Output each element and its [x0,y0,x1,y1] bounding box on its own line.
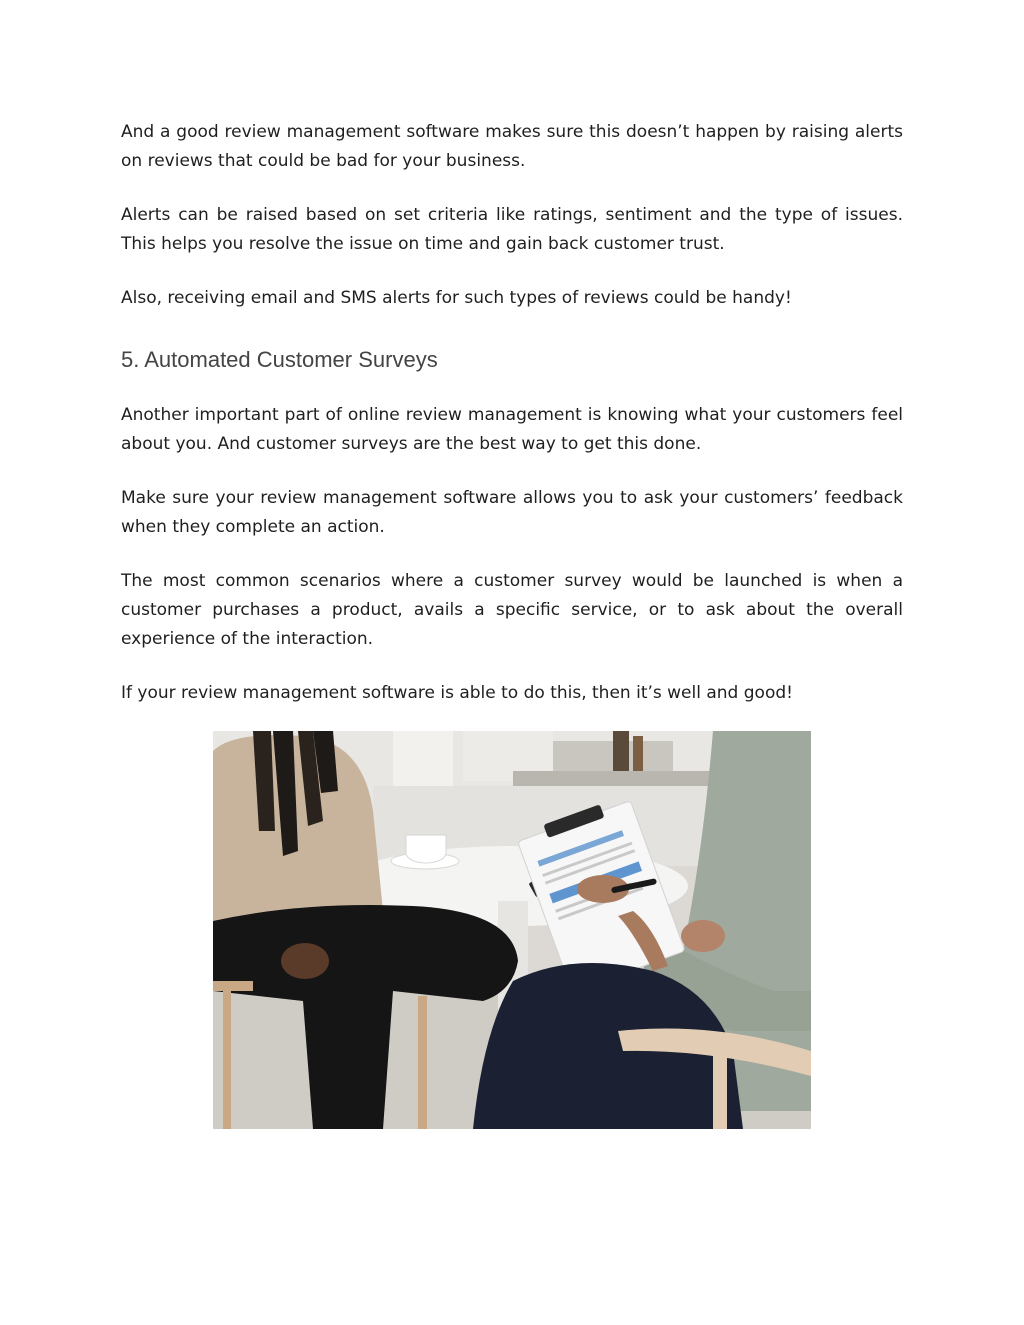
section-heading: 5. Automated Customer Surveys [121,347,438,372]
survey-interview-photo [213,731,811,1129]
paragraph-alerts-intro: And a good review management software makes sure this doesn’t happen by raising alerts on reviews that could be bad for your business. [121,122,903,171]
paragraph-feedback-action: Make sure your review management software allows you to ask your customers’ feedback when they complete an action. [121,488,903,537]
paragraph-survey-scenarios: The most common scenarios where a customer survey would be launched is when a customer purchases a product, avails a specific service, or to ask about the overall experience of the interaction. [121,571,903,649]
paragraph-conclusion: If your review management software is able to do this, then it’s well and good! [121,683,793,703]
paragraph-alert-criteria: Alerts can be raised based on set criteria like ratings, sentiment and the type of issues. This helps you resolve the issue on time and gain back customer trust. [121,205,903,254]
paragraph-surveys-intro: Another important part of online review management is knowing what your customers feel about you. And customer surveys are the best way to get this done. [121,405,903,454]
article-body [121,118,903,733]
paragraph-email-sms-alerts: Also, receiving email and SMS alerts for such types of reviews could be handy! [121,288,792,308]
